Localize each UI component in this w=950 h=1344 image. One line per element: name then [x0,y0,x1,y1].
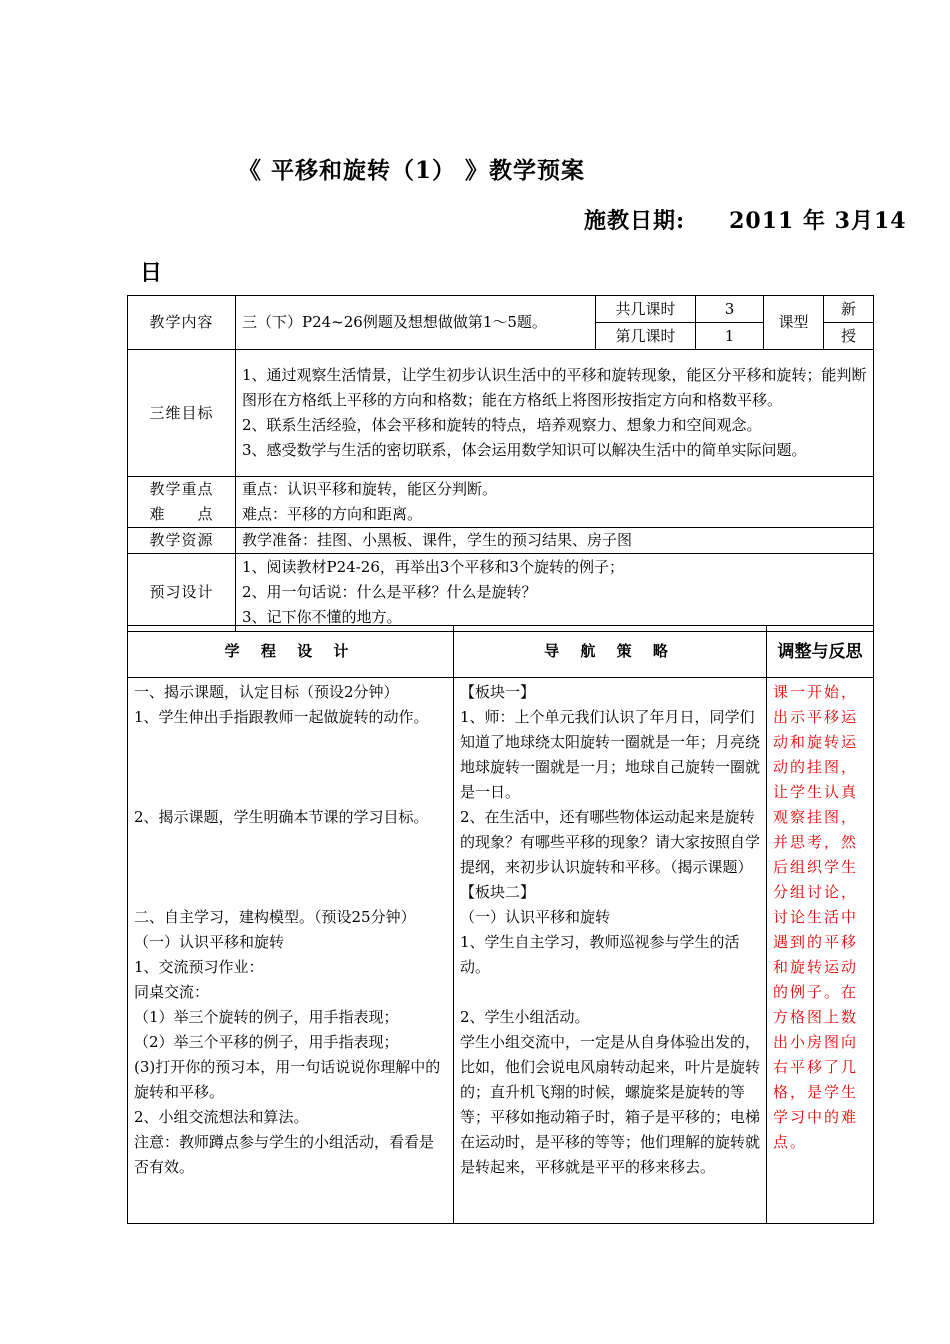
reflection-column: 课一开始，出示平移运动和旋转运动的挂图，让学生认真观察挂图，并思考，然后组织学生分组讨论，讨论生活中遇到的平移和旋转运动的例子。在方格图上数出小房图向右平移了几格，是学生学习中的难点。 [767,678,874,1224]
document-title: 《 平移和旋转（1） 》教学预案 [238,157,586,184]
lesson-process-table [127,625,874,1224]
strategy-line: 1、学生自主学习，教师巡视参与学生的活动。 [460,933,740,976]
focus-difficulty: 难点：平移的方向和距离。 [242,505,423,523]
goal-item: 3、感受数学与生活的密切联系，体会运用数学知识可以解决生活中的简单实际问题。 [242,441,807,459]
design-line: 同桌交流： [134,983,210,1001]
goal-item: 2、联系生活经验，体会平移和旋转的特点，培养观察力、想象力和空间观念。 [242,416,762,434]
resources-value: 教学准备：挂图、小黑板、课件，学生的预习结果、房子图 [236,528,874,554]
preview-item: 3、记下你不懂的地方。 [242,608,402,626]
lesson-type-value-1: 新 [824,296,874,323]
focus-content [236,477,874,528]
design-line: 2、揭示课题，学生明确本节课的学习目标。 [134,808,429,826]
focus-label-difficulty: 难 点 [149,505,214,523]
preview-label: 预习设计 [128,554,236,632]
teaching-date-tail: 日 [140,260,163,286]
goals-label: 三维目标 [128,350,236,477]
lesson-type-value-2: 授 [824,323,874,350]
goals-content [236,350,874,477]
strategy-column [454,678,767,1224]
reflection-header: 调整与反思 [767,626,874,678]
lesson-number-value: 1 [696,323,764,350]
design-line: （一）认识平移和旋转 [134,933,285,951]
design-header: 学 程 设 计 [128,626,454,678]
strategy-line: 【板块一】 [460,683,536,701]
teaching-date-value: 2011 年 3月14 [729,208,907,234]
total-lessons-value: 3 [696,296,764,323]
design-column [128,678,454,1224]
strategy-line: （一）认识平移和旋转 [460,908,611,926]
goal-item: 1、通过观察生活情景，让学生初步认识生活中的平移和旋转现象，能区分平移和旋转；能判断图形在方格纸上平移的方向和格数；能在方格纸上将图形按指定方向和格数平移。 [242,366,867,409]
strategy-line: 1、师：上个单元我们认识了年月日，同学们知道了地球绕太阳旋转一圈就是一年；月亮绕地球旋转一圈就是一月；地球自己旋转一圈就是一日。 [460,708,761,801]
design-line: 一、揭示课题，认定目标（预设2分钟） [134,683,399,701]
content-value: 三（下）P24~26例题及想想做做第1～5题。 [236,296,596,350]
preview-item: 2、用一句话说：什么是平移？什么是旋转？ [242,583,537,601]
lesson-number-label: 第几课时 [596,323,696,350]
design-line: 1、交流预习作业： [134,958,264,976]
strategy-line: 学生小组交流中，一定是从自身体验出发的，比如，他们会说电风扇转动起来，叶片是旋转的；直升机飞翔的时候，螺旋桨是旋转的等等；平移如拖动箱子时，箱子是平移的；电梯在运动时，是平移的等等；他们理解的旋转就是转起来，平移就是平平的移来移去。 [460,1033,761,1176]
focus-label-key: 教学重点 [149,480,214,498]
strategy-line: 【板块二】 [460,883,536,901]
lesson-info-table [127,295,874,632]
design-line: （2）举三个平移的例子，用手指表现； [134,1033,399,1051]
design-line: 注意：教师蹲点参与学生的小组活动，看看是否有效。 [134,1133,435,1176]
focus-label [128,477,236,528]
design-line: 二、自主学习，建构模型。（预设25分钟） [134,908,416,926]
content-label: 教学内容 [128,296,236,350]
preview-item: 1、阅读教材P24-26，再举出3个平移和3个旋转的例子； [242,558,624,576]
strategy-line: 2、学生小组活动。 [460,1008,590,1026]
focus-key: 重点：认识平移和旋转，能区分判断。 [242,480,498,498]
resources-label: 教学资源 [128,528,236,554]
strategy-line: 2、在生活中，还有哪些物体运动起来是旋转的现象？有哪些平移的现象？请大家按照自学提纲，来初步认识旋转和平移。（揭示课题） [460,808,761,876]
design-line: 1、学生伸出手指跟教师一起做旋转的动作。 [134,708,429,726]
teaching-date-label: 施教日期: [584,208,686,234]
design-line: （1）举三个旋转的例子，用手指表现； [134,1008,399,1026]
teaching-date [584,204,907,235]
preview-content [236,554,874,632]
design-line: (3)打开你的预习本，用一句话说说你理解中的旋转和平移。 [134,1058,441,1101]
design-line: 2、小组交流想法和算法。 [134,1108,309,1126]
strategy-header: 导 航 策 略 [454,626,767,678]
total-lessons-label: 共几课时 [596,296,696,323]
lesson-type-label: 课型 [764,296,824,350]
